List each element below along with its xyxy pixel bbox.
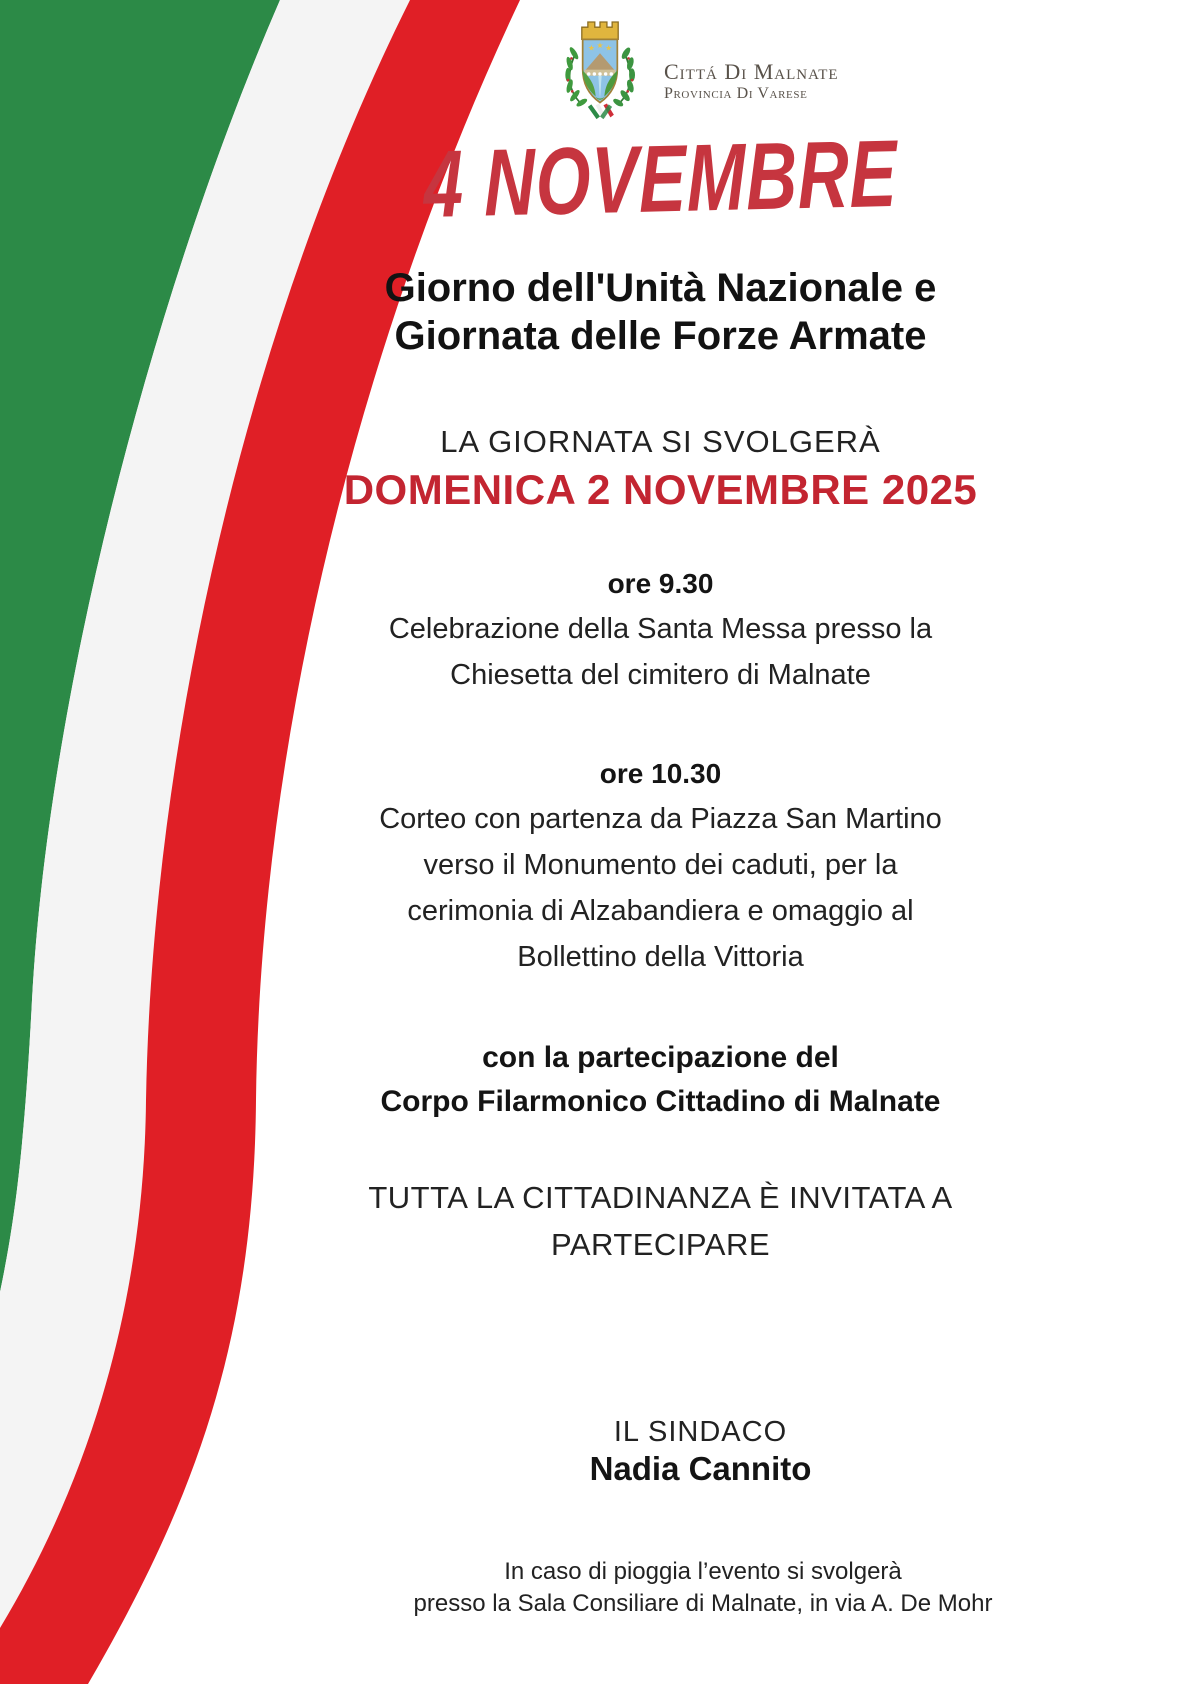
event-date: DOMENICA 2 NOVEMBRE 2025 xyxy=(343,466,978,513)
event-title: 4 NOVEMBRE xyxy=(423,119,898,238)
schedule-2-line2: verso il Monumento dei caduti, per la xyxy=(423,849,898,881)
schedule-time-1: ore 9.30 xyxy=(607,568,714,599)
schedule-2-line4: Bollettino della Vittoria xyxy=(517,941,804,973)
schedule-2-line1: Corteo con partenza da Piazza San Martino xyxy=(379,803,942,835)
rain-note-line2: presso la Sala Consiliare di Malnate, in via A. De Mohr xyxy=(413,1590,993,1617)
participation-line2: Corpo Filarmonico Cittadino di Malnate xyxy=(380,1085,941,1118)
intro-line: LA GIORNATA SI SVOLGERÀ xyxy=(440,424,881,459)
schedule-description-1 xyxy=(200,606,1121,698)
svg-text:★: ★ xyxy=(587,43,595,53)
svg-text:★: ★ xyxy=(605,43,613,53)
schedule-1-line1: Celebrazione della Santa Messa presso la xyxy=(388,613,933,645)
svg-text:★: ★ xyxy=(596,41,604,50)
signature-name: Nadia Cannito xyxy=(589,1450,812,1487)
participation-line1: con la partecipazione del xyxy=(482,1041,839,1074)
rain-note-line1: In caso di pioggia l’evento si svolgerà xyxy=(504,1558,902,1585)
schedule-1-line2: Chiesetta del cimitero di Malnate xyxy=(450,659,871,691)
logo-text xyxy=(664,16,839,103)
logo-title: Cittá Di Malnate xyxy=(664,59,839,84)
signature-role: IL SINDACO xyxy=(613,1416,788,1448)
event-subtitle-line2: Giornata delle Forze Armate xyxy=(394,314,927,358)
schedule-description-2 xyxy=(200,796,1121,980)
municipality-logo xyxy=(548,16,839,132)
invitation-line2: PARTECIPARE xyxy=(550,1227,771,1262)
schedule-time-2: ore 10.30 xyxy=(599,758,722,789)
logo-subtitle: Provincia Di Varese xyxy=(664,84,808,102)
event-subtitle-line1: Giorno dell'Unità Nazionale e xyxy=(384,266,937,310)
rain-note xyxy=(240,1556,1166,1620)
malnate-coat-of-arms-icon xyxy=(548,16,652,132)
invitation-line1: TUTTA LA CITTADINANZA È INVITATA A xyxy=(368,1180,953,1215)
event-subtitle xyxy=(200,264,1121,360)
invitation-note xyxy=(200,1174,1121,1268)
participation-note xyxy=(200,1036,1121,1124)
schedule-2-line3: cerimonia di Alzabandiera e omaggio al xyxy=(407,895,914,927)
